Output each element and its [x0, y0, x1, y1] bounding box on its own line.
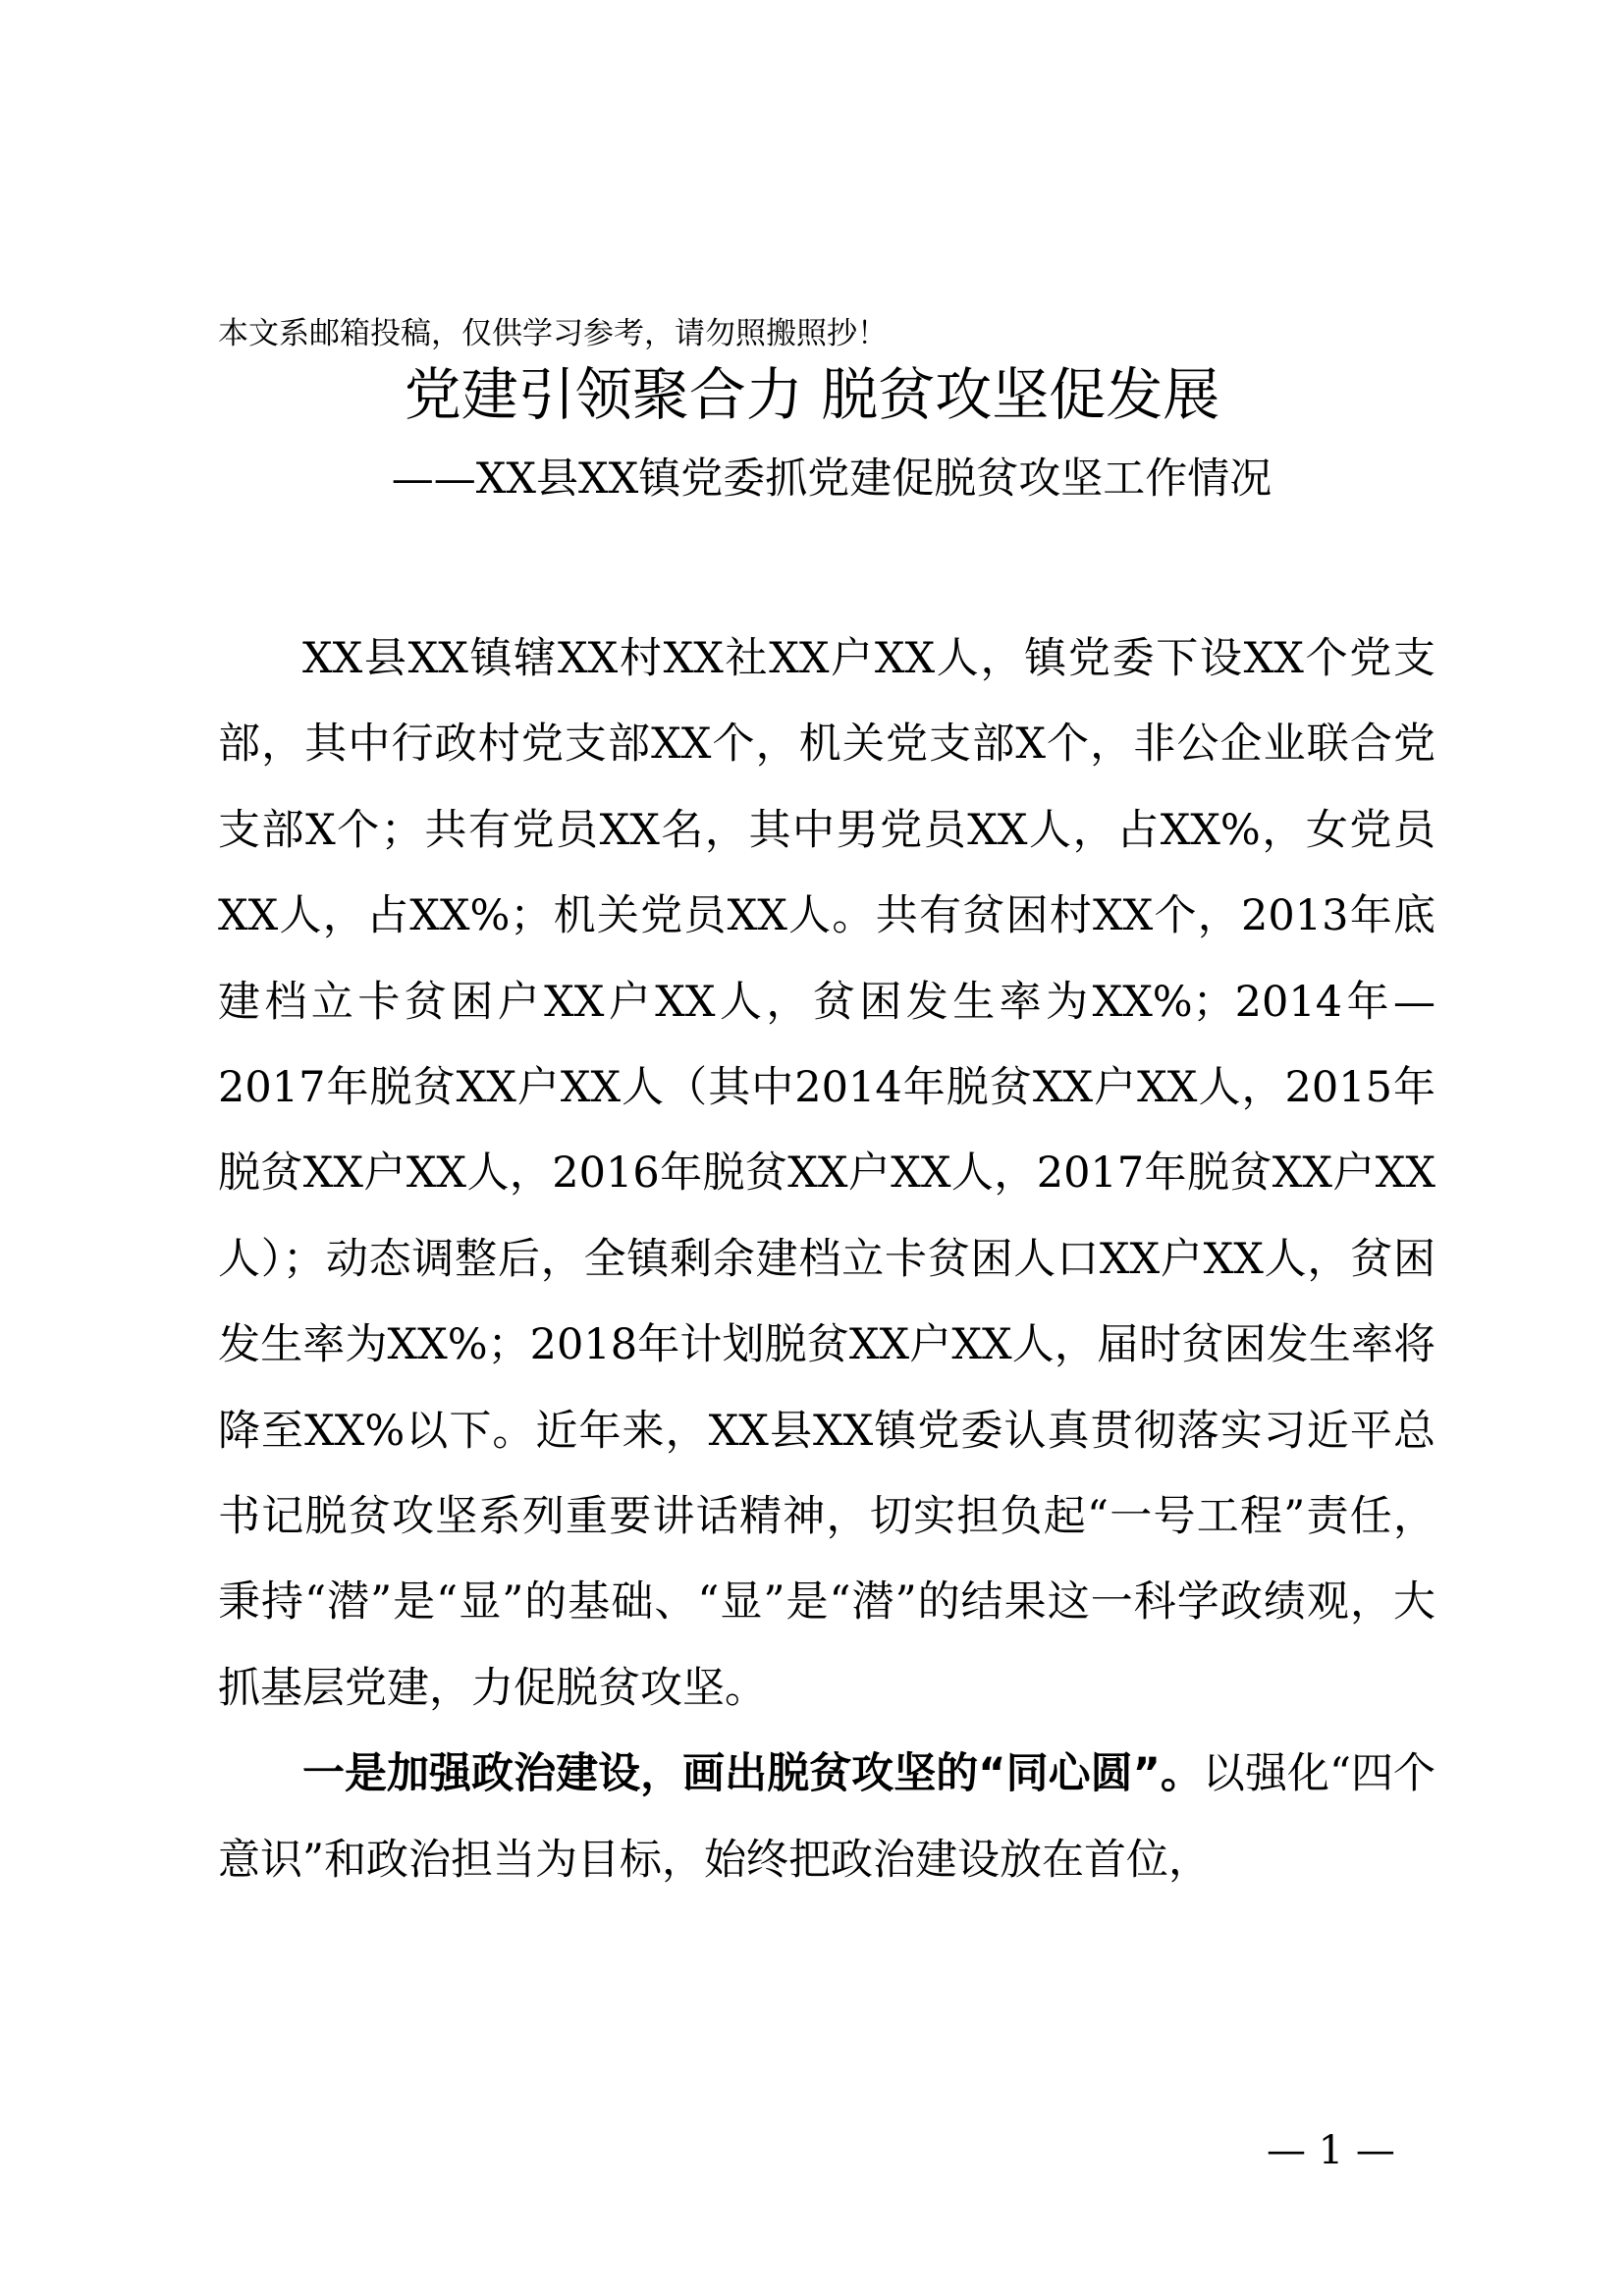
paragraph-lead-heading: 一是加强政治建设，画出脱贫攻坚的“同心圆”。: [302, 1749, 1203, 1799]
page-number: — 1 —: [1267, 2128, 1395, 2173]
paragraph-overview-text: XX县XX镇辖XX村XX社XX户XX人，镇党委下设XX个党支部，其中行政村党支部XX个，机关党支部X个，非公企业联合党支部X个；共有党员XX名，其中男党员XX人，占XX%，女党员XX人，占XX%；机关党员XX人。共有贫困村XX个，2013年底建档立卡贫困户XX户XX人，贫困发生率为XX%；2014年—2017年脱贫XX户XX人（其中2014年脱贫XX户XX人，2015年脱贫XX户XX人，2016年脱贫XX户XX人，2017年脱贫XX户XX人）；动态调整后，全镇剩余建档立卡贫困人口XX户XX人，贫困发生率为XX%；2018年计划脱贫XX户XX人，届时贫困发生率将降至XX%以下。近年来，XX县XX镇党委认真贯彻落实习近平总书记脱贫攻坚系列重要讲话精神，切实担负起“一号工程”责任，秉持“潜”是“显”的基础、“显”是“潜”的结果这一科学政绩观，大抓基层党建，力促脱贫攻坚。: [218, 634, 1435, 1713]
submission-notice: 本文系邮箱投稿，仅供学习参考，请勿照搬照抄！: [218, 316, 888, 351]
document-body: [218, 616, 1435, 1903]
paragraph-overview: [218, 616, 1435, 1732]
paragraph-political-building: [218, 1732, 1435, 1903]
document-subtitle: ——XX县XX镇党委抓党建促脱贫攻坚工作情况: [391, 454, 1272, 504]
document-title: 党建引领聚合力 脱贫攻坚促发展: [404, 361, 1220, 428]
paragraph-political-building-text: 以强化“四个意识”和政治担当为目标，始终把政治建设放在首位，: [218, 1749, 1435, 1885]
